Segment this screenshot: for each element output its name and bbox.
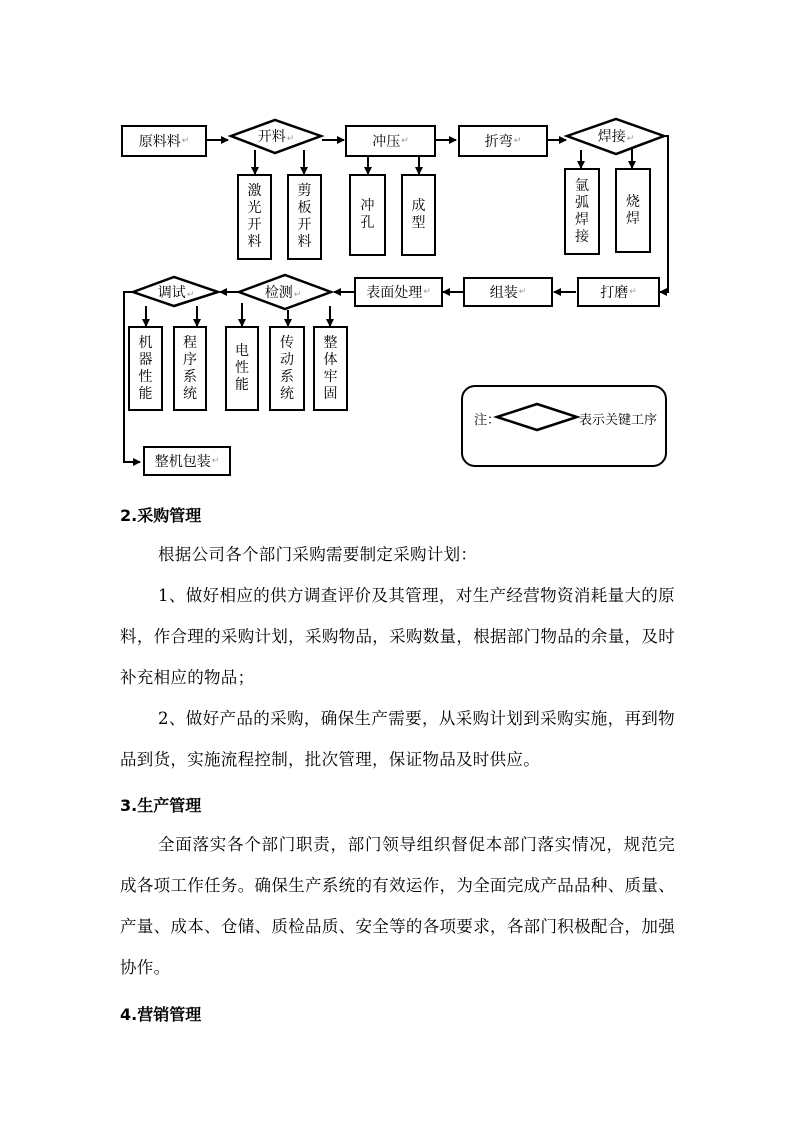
sub-program: 程 序 系 统 (173, 326, 207, 411)
sub-laser-cut: 激 光 开 料 (237, 174, 272, 260)
step-welding: 焊接↵ (597, 129, 635, 145)
step-debugging: 调试↵ (157, 285, 195, 301)
step-assembly: 组装 ↵ (463, 277, 553, 307)
step-grinding: 打磨 ↵ (577, 277, 660, 307)
sub-burn-weld: 烧 焊 (615, 168, 651, 253)
purchasing-intro: 根据公司各个部门采购需要制定采购计划： (158, 545, 478, 564)
flowchart-lines (0, 0, 793, 490)
sub-argon-weld: 氩 弧 焊 接 (564, 168, 600, 255)
sub-forming: 成 型 (401, 174, 436, 256)
step-stamping: 冲压 ↵ (345, 125, 436, 157)
step-surface: 表面处理 ↵ (354, 277, 443, 307)
step-inspection: 检测↵ (264, 285, 302, 301)
marketing-heading: 4.营销管理 (120, 1005, 202, 1024)
sub-rigidity: 整 体 牢 固 (313, 326, 348, 411)
sub-machine-perf: 机 器 性 能 (128, 326, 163, 411)
purchasing-item-2: 2、做好产品的采购，确保生产需要，从采购计划到采购实施，再到物品到货，实施流程控制，批次管理，保证物品及时供应。 (120, 709, 675, 769)
legend-text: 表示关键工序 (579, 413, 658, 428)
step-cutting: 开料↵ (257, 129, 295, 145)
production-heading: 3.生产管理 (120, 796, 202, 815)
process-flowchart (0, 0, 793, 490)
legend-note: 注： (474, 413, 501, 428)
step-packaging: 整机包装 ↵ (143, 446, 231, 476)
purchasing-heading: 2.采购管理 (120, 506, 202, 525)
step-bending: 折弯 ↵ (458, 125, 548, 157)
purchasing-item-1: 1、做好相应的供方调查评价及其管理，对生产经营物资消耗量大的原料，作合理的采购计划，采购物品，采购数量，根据部门物品的余量，及时补充相应的物品； (120, 586, 675, 687)
sub-electrical: 电 性 能 (225, 326, 259, 411)
step-raw-material: 原料料 ↵ (121, 125, 207, 157)
sub-shear-cut: 剪 板 开 料 (287, 174, 322, 260)
sub-transmission: 传 动 系 统 (269, 326, 305, 411)
sub-punching: 冲 孔 (349, 174, 386, 256)
production-text: 全面落实各个部门职责，部门领导组织督促本部门落实情况，规范完成各项工作任务。确保生产系统的有效运作，为全面完成产品品种、质量、产量、成本、仓储、质检品质、安全等的各项要求，各部门积极配合，加强协作。 (120, 835, 675, 977)
